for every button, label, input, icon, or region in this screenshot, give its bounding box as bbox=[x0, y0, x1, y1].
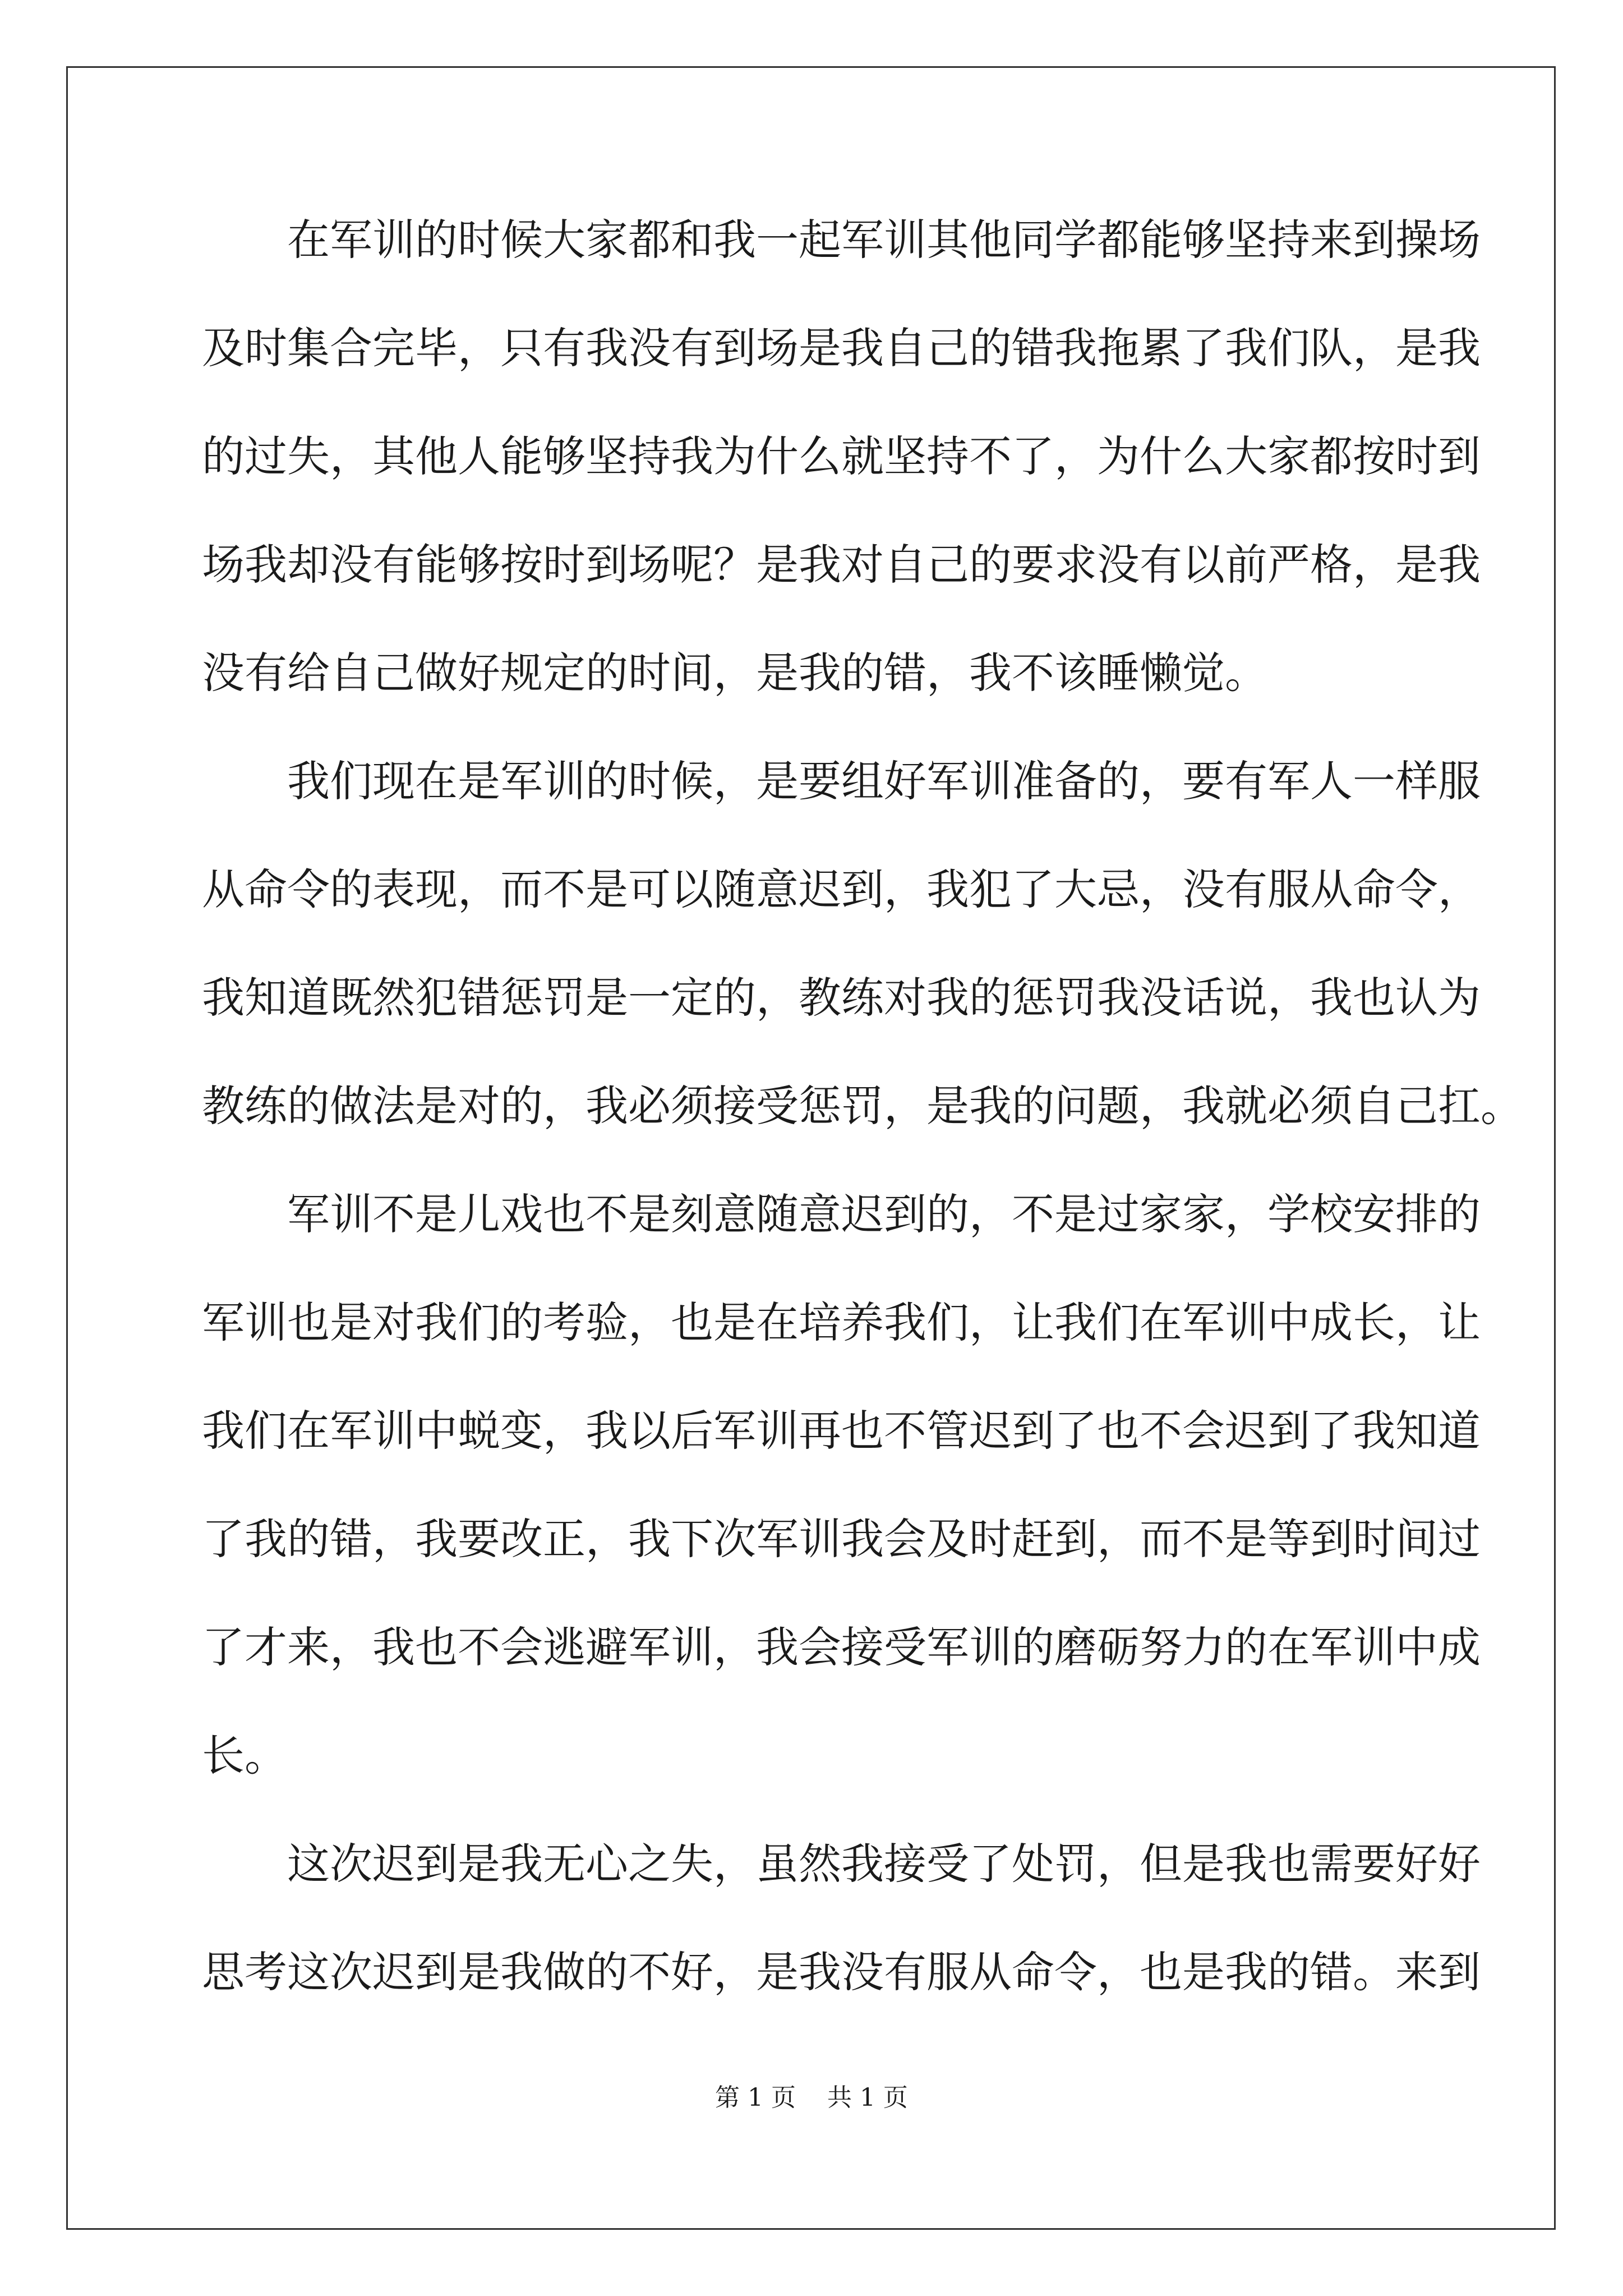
text-line: 军训不是儿戏也不是刻意随意迟到的，不是过家家，学校安排的 bbox=[287, 1189, 1481, 1239]
text-line: 从命令的表现，而不是可以随意迟到，我犯了大忌，没有服从命令， bbox=[202, 864, 1481, 914]
text-line: 长。 bbox=[202, 1731, 287, 1780]
text-line: 军训也是对我们的考验，也是在培养我们，让我们在军训中成长，让 bbox=[202, 1297, 1481, 1347]
text-line: 思考这次迟到是我做的不好，是我没有服从命令，也是我的错。来到 bbox=[202, 1947, 1481, 1997]
text-line: 了才来，我也不会逃避军训，我会接受军训的磨砺努力的在军训中成 bbox=[202, 1622, 1481, 1672]
text-line: 的过失，其他人能够坚持我为什么就坚持不了，为什么大家都按时到 bbox=[202, 431, 1481, 481]
text-line: 没有给自己做好规定的时间，是我的错，我不该睡懒觉。 bbox=[202, 648, 1267, 698]
document-body bbox=[202, 215, 1523, 2059]
text-line: 我们在军训中蜕变，我以后军训再也不管迟到了也不会迟到了我知道 bbox=[202, 1406, 1481, 1456]
text-line: 我们现在是军训的时候，是要组好军训准备的，要有军人一样服 bbox=[287, 756, 1481, 806]
text-line: 及时集合完毕，只有我没有到场是我自己的错我拖累了我们队，是我 bbox=[202, 323, 1481, 373]
text-line: 在军训的时候大家都和我一起军训其他同学都能够坚持来到操场 bbox=[287, 215, 1481, 265]
text-line: 了我的错，我要改正，我下次军训我会及时赶到，而不是等到时间过 bbox=[202, 1514, 1481, 1564]
page-number-footer: 第 1 页 共 1 页 bbox=[715, 2083, 908, 2112]
text-line: 场我却没有能够按时到场呢？是我对自己的要求没有以前严格，是我 bbox=[202, 540, 1481, 590]
text-line: 这次迟到是我无心之失，虽然我接受了处罚，但是我也需要好好 bbox=[287, 1839, 1481, 1889]
text-line: 我知道既然犯错惩罚是一定的，教练对我的惩罚我没话说，我也认为 bbox=[202, 973, 1481, 1023]
text-line: 教练的做法是对的，我必须接受惩罚，是我的问题，我就必须自己扛。 bbox=[202, 1081, 1523, 1131]
